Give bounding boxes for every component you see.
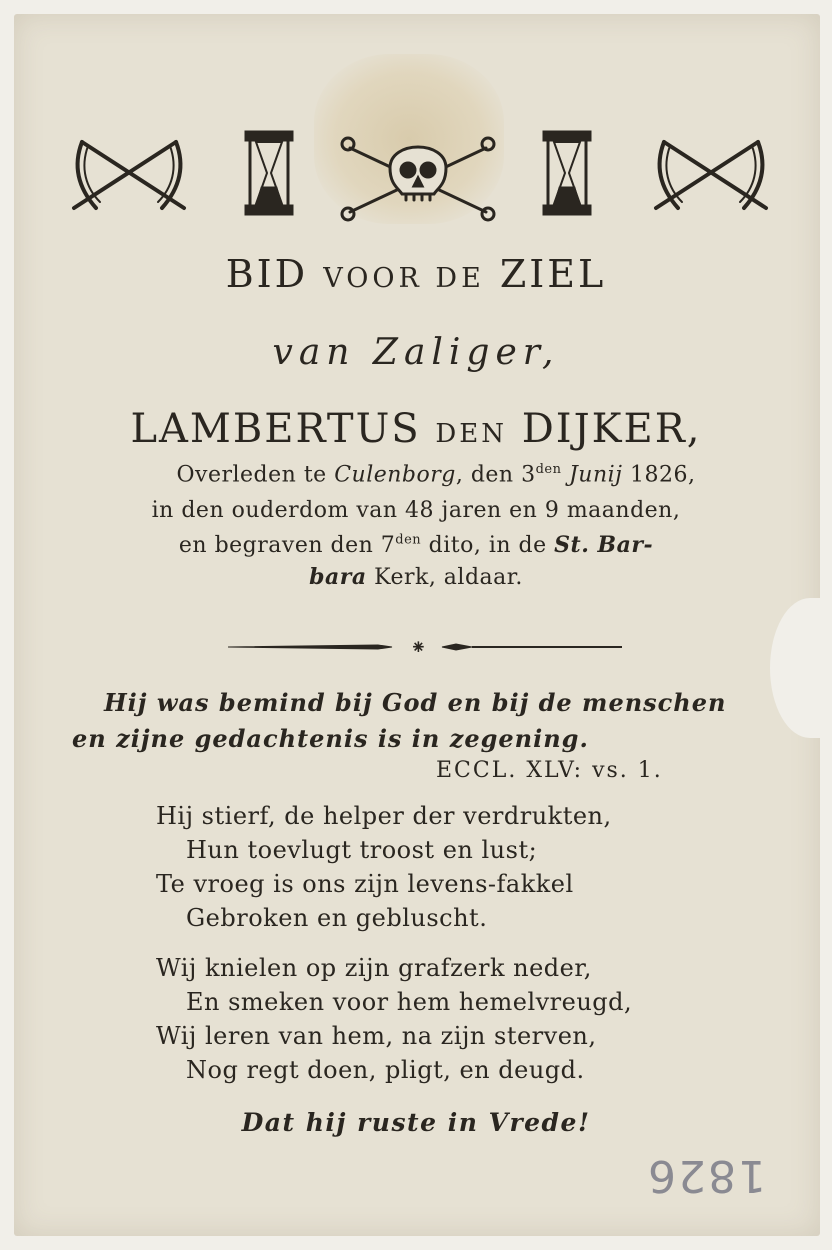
scripture-reference: ECCL. XLV: vs. 1. [436, 758, 663, 783]
details-superscript: den [395, 532, 422, 548]
hourglass-icon [242, 128, 296, 218]
heading-bid: BID [225, 252, 309, 296]
hourglass-icon [540, 128, 594, 218]
details-line-4 [0, 564, 832, 590]
verse-line: En smeken voor hem hemelvreugd, [186, 988, 633, 1016]
church-name: St. Bar- [554, 532, 654, 558]
ornamental-divider [228, 636, 622, 658]
verse-line: Gebroken en gebluscht. [186, 904, 488, 932]
details-line-2: in den ouderdom van 48 jaren en 9 maanden, [151, 498, 681, 523]
name-last: DIJKER, [521, 406, 702, 452]
closing-blessing: Dat hij ruste in Vrede! [241, 1108, 591, 1137]
death-year: 1826, [622, 462, 696, 488]
verse-line: Hij stierf, de helper der verdrukten, [156, 802, 612, 830]
death-place: Culenborg [334, 462, 456, 488]
scripture-quote-line-2: en zijne gedachtenis is in zegening. [72, 724, 589, 753]
verse-line: Hun toevlugt troost en lust; [186, 836, 538, 864]
subtitle: van Zaliger, [272, 332, 560, 373]
mourning-emblems [0, 128, 832, 228]
details-text: en begraven den 7 [178, 533, 396, 558]
svg-text:⁕: ⁕ [410, 636, 427, 658]
verse-line: Te vroeg is ons zijn levens-fakkel [156, 870, 574, 898]
name-first: LAMBERTUS [130, 406, 421, 452]
verse-line: Wij leren van hem, na zijn sterven, [156, 1022, 597, 1050]
details-superscript: den [535, 462, 562, 477]
deceased-name [0, 406, 832, 452]
heading-voor-de: VOOR DE [323, 263, 485, 294]
scripture-quote-line-1: Hij was bemind bij God en bij de menschen [104, 688, 727, 717]
crossed-scythes-icon [648, 128, 774, 218]
prayer-heading [0, 252, 832, 296]
pencil-annotation: 1826 [646, 1150, 766, 1201]
details-text: Overleden te [176, 462, 335, 488]
details-line-3 [0, 532, 832, 558]
details-text: dito, in de [421, 533, 555, 558]
heading-ziel: ZIEL [499, 252, 607, 296]
crossed-scythes-icon [66, 128, 192, 218]
verse-line: Wij knielen op zijn grafzerk neder, [156, 954, 592, 982]
verse-line: Nog regt doen, pligt, en deugd. [186, 1056, 585, 1084]
church-name-cont: bara [309, 564, 367, 590]
details-text: Kerk, aldaar. [366, 565, 523, 590]
details-line-1 [20, 462, 832, 487]
name-den: DEN [435, 419, 507, 449]
death-month: Junij [561, 462, 623, 488]
skull-crossbones-icon [338, 128, 498, 224]
details-text: , den 3 [455, 462, 536, 488]
